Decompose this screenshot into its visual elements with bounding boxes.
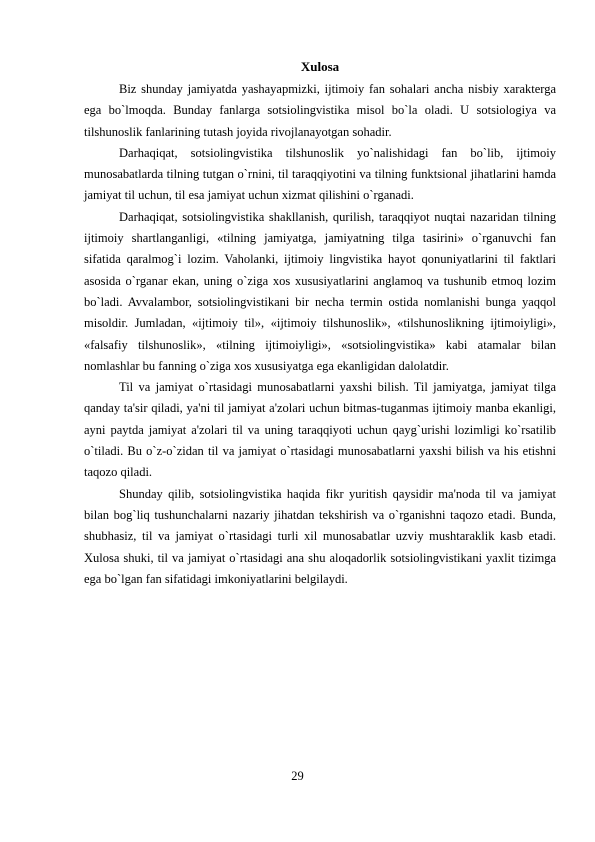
paragraph-5: Shunday qilib, sotsiolingvistika haqida fikr yuritish qaysidir ma'noda til va jamiyat bilan bog`liq tushunchalarni nazariy jihatdan tekshirish va o`rganishni taqozo etadi. Bunda, shubhasiz, til va jamiyat o`rtasidagi turli xil munosabatlar uzviy mushtaraklik kasb etadi. Xulosa shuki, til va jamiyat o`rtasidagi ana shu aloqadorlik sotsiolingvistikani yaxlit tizimga ega bo`lgan fan sifatidagi imkoniyatlarini belgilaydi. [84, 486, 556, 586]
document-page [84, 56, 556, 590]
page-number: 29 [291, 769, 304, 783]
paragraph-4: Til va jamiyat o`rtasidagi munosabatlarni yaxshi bilish. Til jamiyatga, jamiyat tilga qanday ta'sir qiladi, ya'ni til jamiyat a'zolari uchun bitmas-tuganmas ijtimoiy manba ekanligi, ayni paytda jamiyat a'zolari til va uning taraqqiyoti uchun qayg`urishi lozimligi ko`rsatilib o`tiladi. Bu o`z-o`zidan til va jamiyat o`rtasidagi munosabatlarni yaxshi bilish va his etishni taqozo qiladi. [84, 380, 556, 480]
paragraph-2: Darhaqiqat, sotsiolingvistika tilshunoslik yo`nalishidagi fan bo`lib, ijtimoiy munosabatlarda tilning tutgan o`rnini, til taraqqiyotini va tilning funktsional jihatlarini hamda jamiyat til uchun, til esa jamiyat uchun xizmat qilishini o`rganadi. [84, 145, 556, 203]
section-title: Xulosa [300, 59, 340, 74]
paragraph-3: Darhaqiqat, sotsiolingvistika shakllanish, qurilish, taraqqiyot nuqtai nazaridan tilning ijtimoiy shartlanganligi, «tilning jamiyatga, jamiyatning tilga tasirini» o`rganuvchi fan sifatida qaralmog`i lozim. Vaholanki, ijtimoiy lingvistika hayot qonuniyatlarini til faktlari asosida o`rganar ekan, uning o`ziga xos xususiyatlarini anglamoq va tushunib etmoq lozim bo`ladi. Avvalambor, sotsiolingvistikani bir necha termin ostida nomlanishi bunga yaqqol misoldir. Jumladan, «ijtimoiy til», «ijtimoiy tilshunoslik», «tilshunoslikning ijtimoiyligi», «falsafiy tilshunoslik», «tilning ijtimoiyligi», «sotsiolingvistika» kabi atamalar bilan nomlashlar bu fanning o`ziga xos xususiyatga ega ekanligidan dalolatdir. [84, 209, 556, 373]
paragraph-1: Biz shunday jamiyatda yashayapmizki, ijtimoiy fan sohalari ancha nisbiy xarakterga ega bo`lmoqda. Bunday fanlarga sotsiolingvistika misol bo`la oladi. U sotsiologiya va tilshunoslik fanlarining tutash joyida rivojlanayotgan sohadir. [84, 82, 556, 139]
